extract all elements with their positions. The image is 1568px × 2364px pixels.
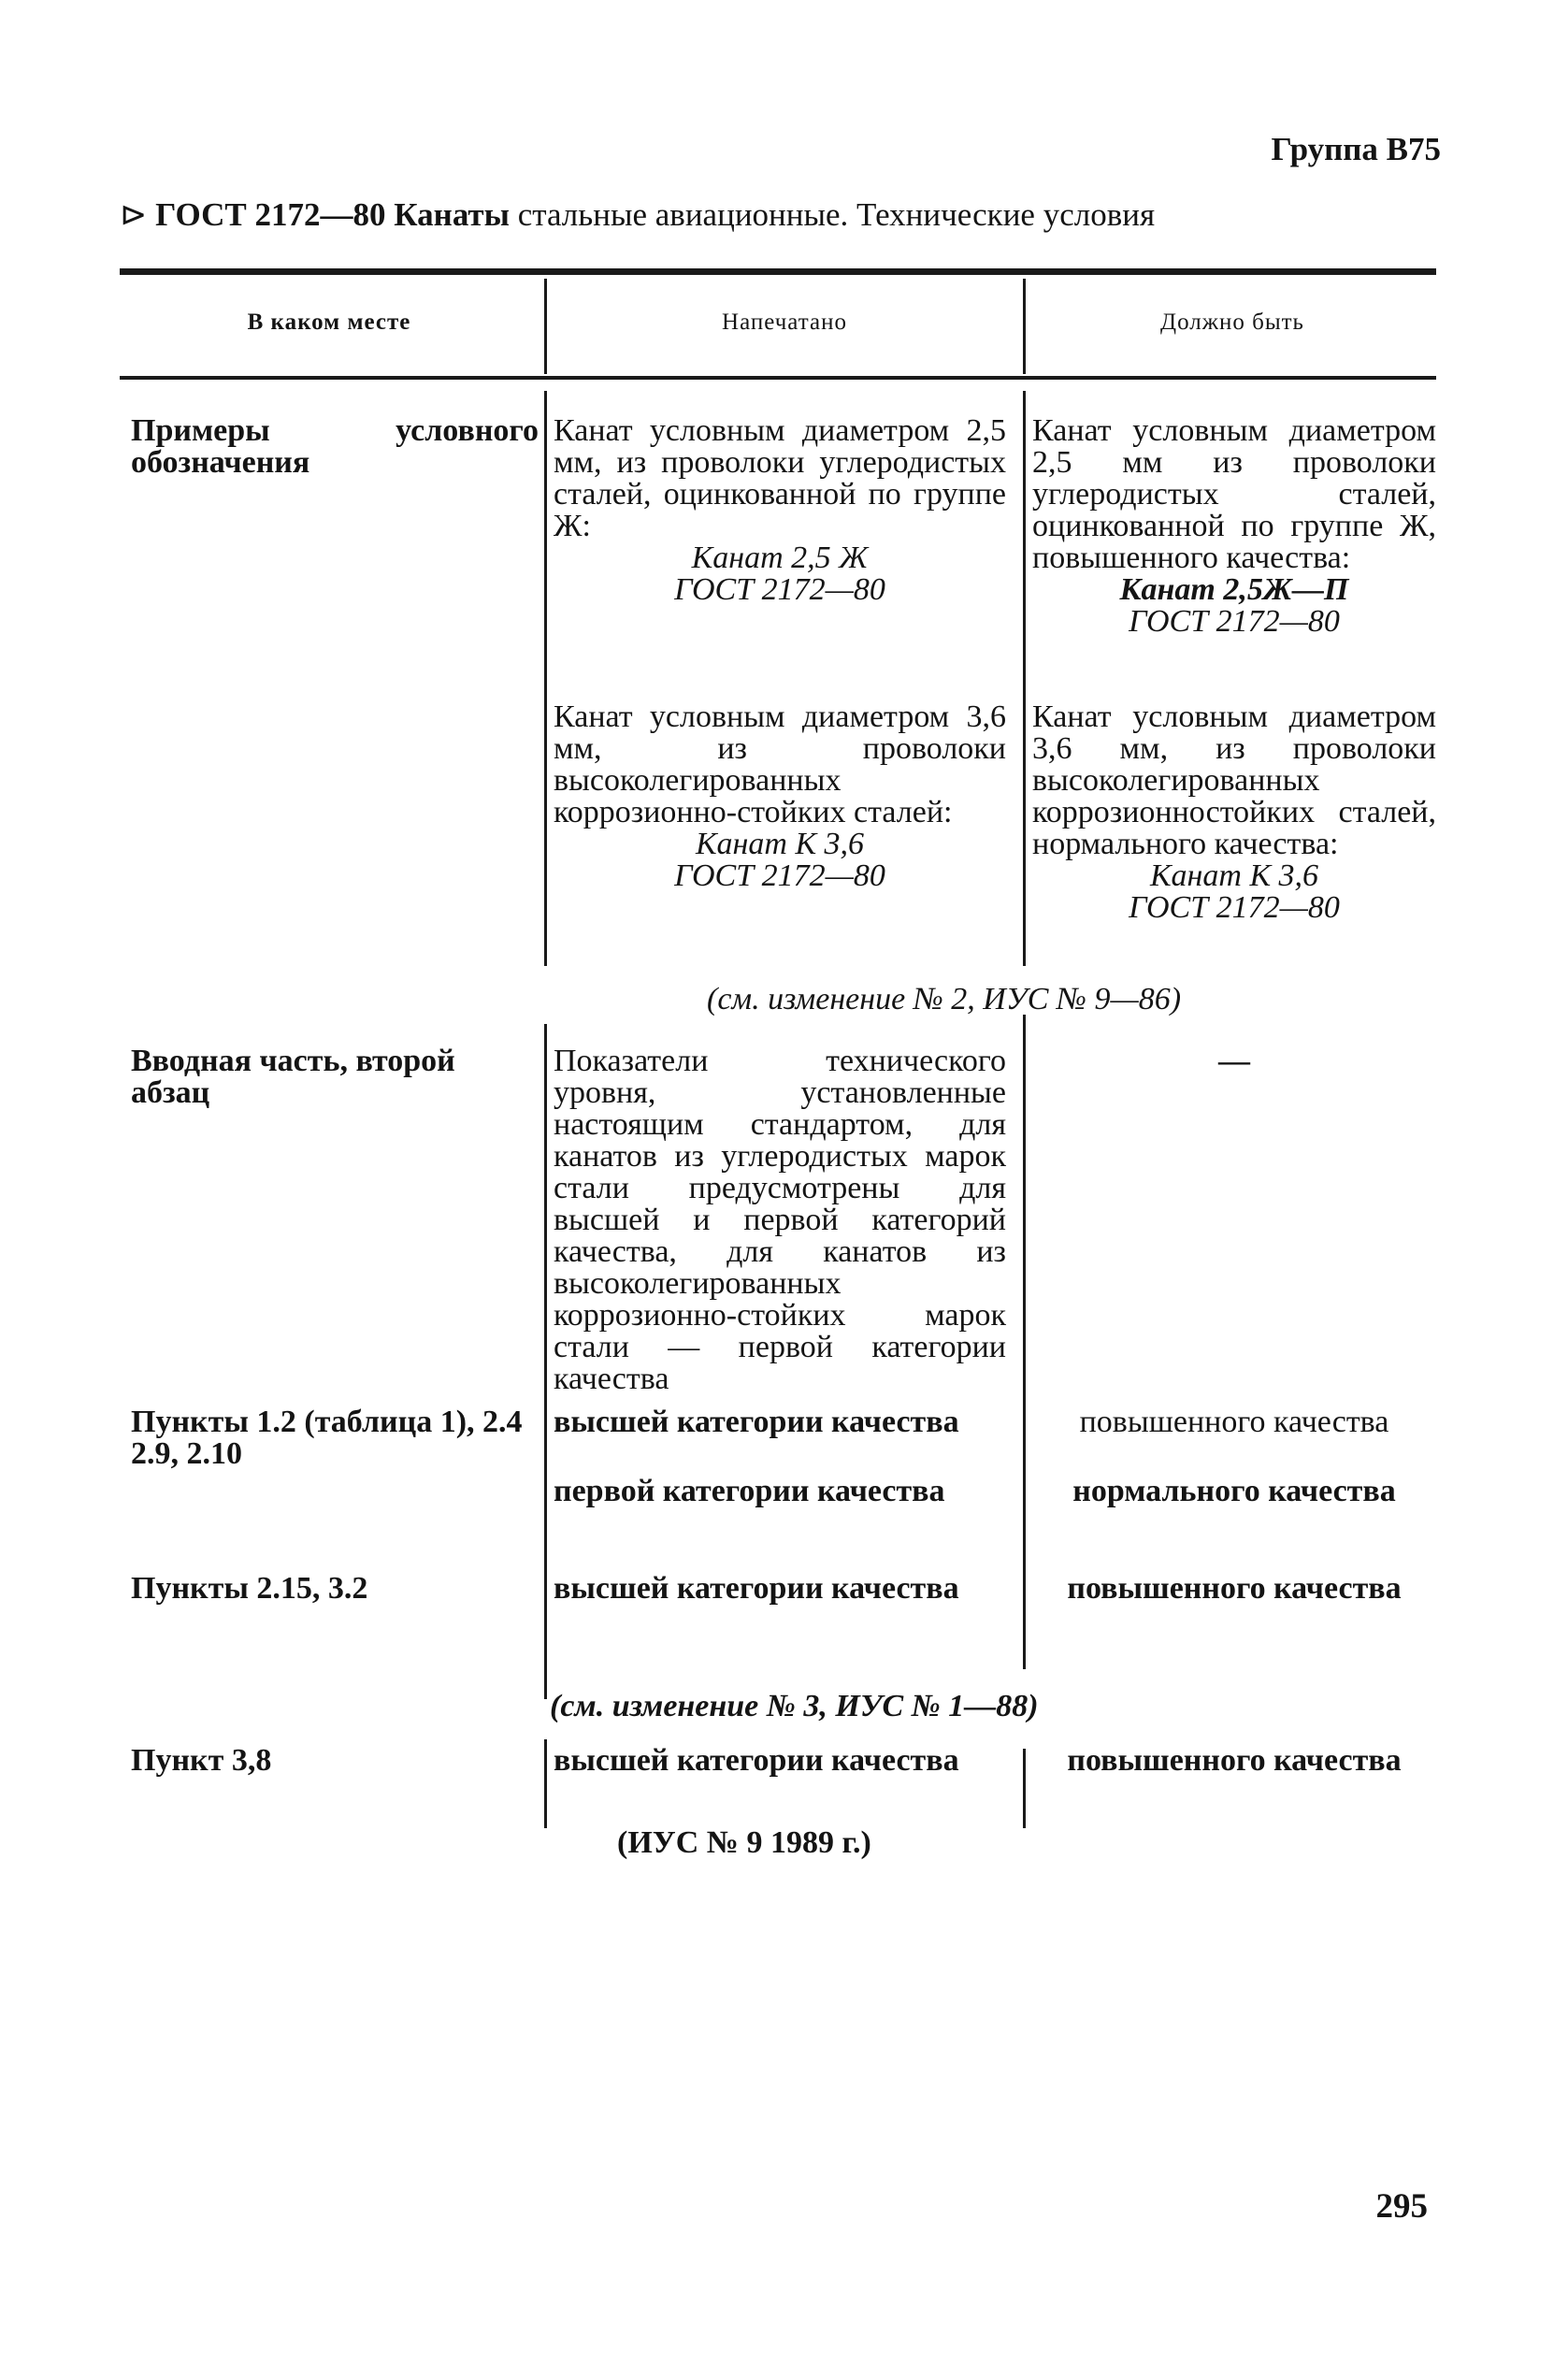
row1-printed-1 — [554, 415, 1006, 606]
change-note-2: (см. изменение № 2, ИУС № 9—86) — [707, 982, 1182, 1016]
row1-should-2-code-b: ГОСТ 2172—80 — [1129, 890, 1340, 925]
row2-should: — — [1218, 1044, 1250, 1078]
row2-printed: Показатели технического уровня, установленные настоящим стандартом, для канатов из углеродистых марок стали предусмотрены для высшей и первой категорий качества, для канатов из высоколегированных коррозионно-стойких марок стали — первой категории качества — [554, 1044, 1006, 1396]
row1-printed-2 — [554, 701, 1006, 892]
row3-printed-b: первой категории качества — [554, 1474, 945, 1508]
document-title — [120, 196, 1155, 234]
row5-where: Пункт 3,8 — [131, 1743, 272, 1778]
row4-where: Пункты 2.15, 3.2 — [131, 1571, 368, 1606]
row1-should-2-code-a: Канат К 3,6 — [1149, 858, 1319, 893]
column-header-where: В каком месте — [247, 310, 411, 335]
header-separator-1 — [544, 279, 547, 374]
group-label: Группа В75 — [1271, 131, 1441, 167]
table-header-rule — [120, 376, 1436, 380]
row5-should: повышенного качества — [1067, 1743, 1402, 1778]
row1-should-2 — [1032, 701, 1436, 924]
ius-note: (ИУС № 9 1989 г.) — [617, 1825, 871, 1860]
row1-where: Примеры условного обозначения — [131, 413, 539, 480]
body-separator-left-3 — [544, 1739, 547, 1828]
row2-where: Вводная часть, второй абзац — [131, 1044, 455, 1110]
body-separator-right-1 — [1023, 391, 1026, 966]
row5-printed: высшей категории качества — [554, 1743, 959, 1778]
row3-where: Пункты 1.2 (таблица 1), 2.4 2.9, 2.10 — [131, 1405, 523, 1471]
row1-printed-2-code-a: Канат К 3,6 — [695, 827, 865, 861]
row3-should-a: повышенного качества — [1079, 1405, 1389, 1439]
row1-printed-1-code-a: Канат 2,5 Ж — [691, 541, 869, 575]
body-separator-right-3 — [1023, 1749, 1026, 1828]
row1-printed-1-text: Канат условным диаметром 2,5 мм, из проволоки углеродистых сталей, оцинкованной по группе Ж: — [554, 413, 1006, 543]
title-mark: ⊳ — [120, 196, 148, 233]
body-separator-left-1 — [544, 391, 547, 966]
row3-printed-a: высшей категории качества — [554, 1405, 959, 1439]
title-rest: стальные авиационные. Технические условия — [517, 196, 1156, 233]
row1-should-1-text: Канат условным диаметром 2,5 мм из проволоки углеродистых сталей, оцинкованной по группе Ж, повышенного качества: — [1032, 413, 1436, 575]
body-separator-right-2 — [1023, 1015, 1026, 1669]
row1-should-2-text: Канат условным диаметром 3,6 мм, из проволоки высоколегированных коррозионностойких сталей, нормального качества: — [1032, 699, 1436, 861]
column-header-should-be: Должно быть — [1160, 310, 1304, 335]
body-separator-left-2 — [544, 1024, 547, 1699]
change-note-3: (см. изменение № 3, ИУС № 1—88) — [550, 1689, 1039, 1723]
row1-should-1-code-b: ГОСТ 2172—80 — [1129, 604, 1340, 639]
row4-should: повышенного качества — [1067, 1571, 1402, 1606]
column-header-printed: Напечатано — [722, 310, 847, 335]
header-separator-2 — [1023, 279, 1026, 374]
table-top-rule — [120, 268, 1436, 275]
row1-printed-2-code-b: ГОСТ 2172—80 — [674, 858, 885, 893]
title-code: ГОСТ 2172—80 Канаты — [155, 196, 510, 233]
row4-printed: высшей категории качества — [554, 1571, 959, 1606]
row1-should-1-code-a: Канат 2,5Ж—П — [1119, 572, 1349, 607]
page-number: 295 — [1375, 2187, 1428, 2226]
row3-should-b: нормального качества — [1072, 1474, 1396, 1508]
row1-should-1 — [1032, 415, 1436, 638]
row1-printed-1-code-b: ГОСТ 2172—80 — [674, 572, 885, 607]
row1-printed-2-text: Канат условным диаметром 3,6 мм, из проволоки высоколегированных коррозионно-стойких сталей: — [554, 699, 1006, 829]
